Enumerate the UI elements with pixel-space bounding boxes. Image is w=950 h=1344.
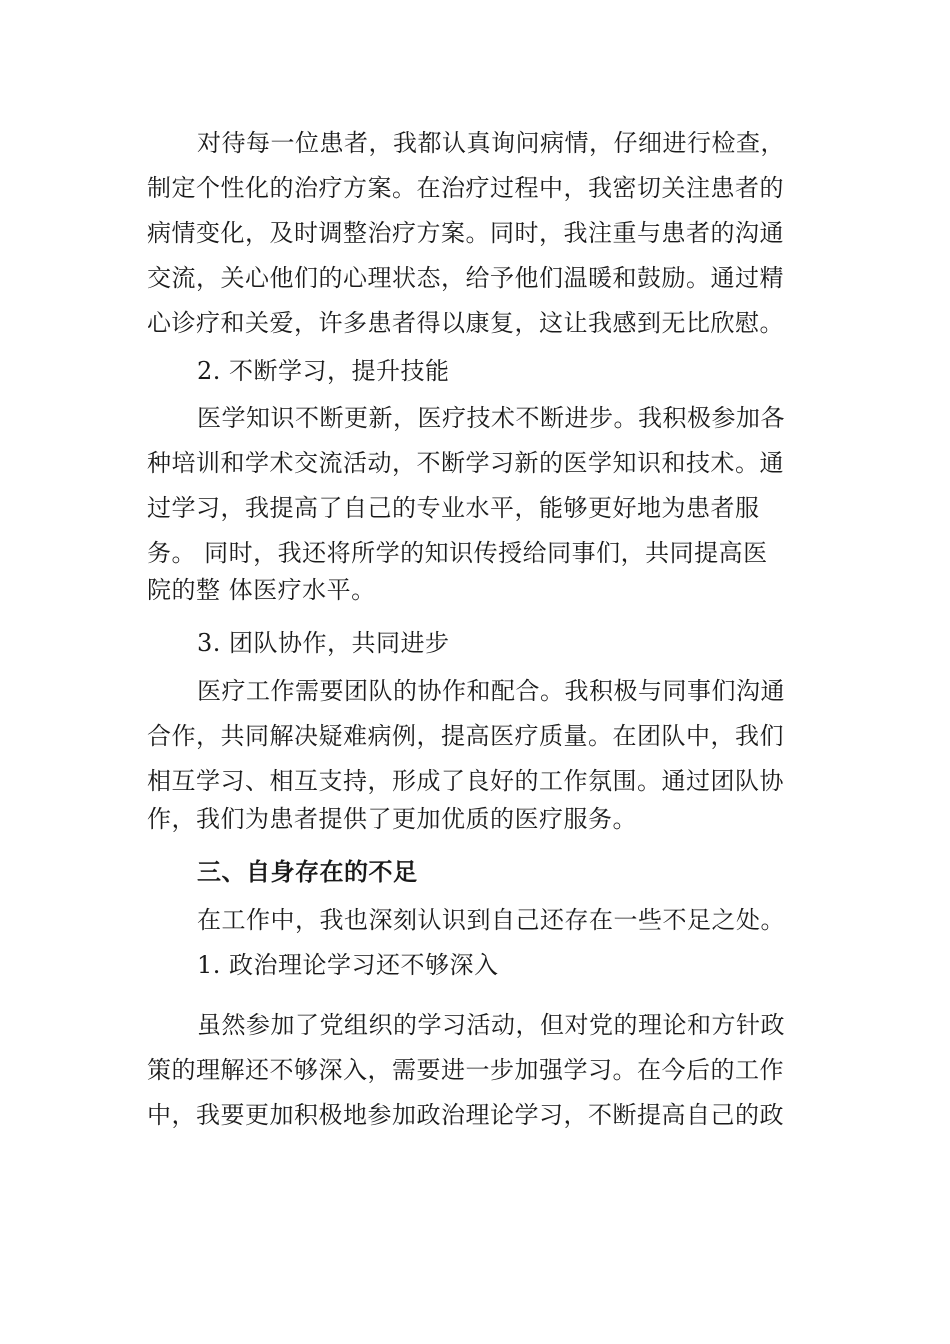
paragraph-line: 务。 同时，我还将所学的知识传授给同事们，共同提高医 [147,539,768,567]
paragraph-line: 种培训和学术交流活动，不断学习新的医学知识和技术。通 [147,449,784,477]
paragraph-line: 病情变化，及时调整治疗方案。同时，我注重与患者的沟通 [147,219,784,247]
subheading-learning: 2. 不断学习，提升技能 [197,357,450,385]
paragraph-line: 制定个性化的治疗方案。在治疗过程中，我密切关注患者的 [147,174,784,202]
paragraph-line: 在工作中，我也深刻认识到自己还存在一些不足之处。 [197,906,785,934]
paragraph-line: 过学习，我提高了自己的专业水平，能够更好地为患者服 [147,494,760,522]
paragraph-line: 作，我们为患者提供了更加优质的医疗服务。 [147,805,637,833]
paragraph-line: 虽然参加了党组织的学习活动，但对党的理论和方针政 [197,1011,785,1039]
subheading-teamwork: 3. 团队协作，共同进步 [197,629,450,657]
paragraph-line: 心诊疗和关爱，许多患者得以康复，这让我感到无比欣慰。 [147,309,784,337]
paragraph-line: 合作，共同解决疑难病例，提高医疗质量。在团队中，我们 [147,722,784,750]
paragraph-line: 策的理解还不够深入，需要进一步加强学习。在今后的工作 [147,1056,784,1084]
paragraph-line: 中，我要更加积极地参加政治理论学习，不断提高自己的政 [147,1101,784,1129]
paragraph-line: 院的整 体医疗水平。 [147,576,376,604]
paragraph-line: 交流，关心他们的心理状态，给予他们温暖和鼓励。通过精 [147,264,784,292]
paragraph-line: 医疗工作需要团队的协作和配合。我积极与同事们沟通 [197,677,785,705]
paragraph-line: 对待每一位患者，我都认真询问病情，仔细进行检查， [197,129,785,157]
section-heading-shortcomings: 三、自身存在的不足 [197,857,418,886]
paragraph-line: 医学知识不断更新，医疗技术不断进步。我积极参加各 [197,404,785,432]
subheading-political-theory: 1. 政治理论学习还不够深入 [197,951,499,979]
paragraph-line: 相互学习、相互支持，形成了良好的工作氛围。通过团队协 [147,767,784,795]
